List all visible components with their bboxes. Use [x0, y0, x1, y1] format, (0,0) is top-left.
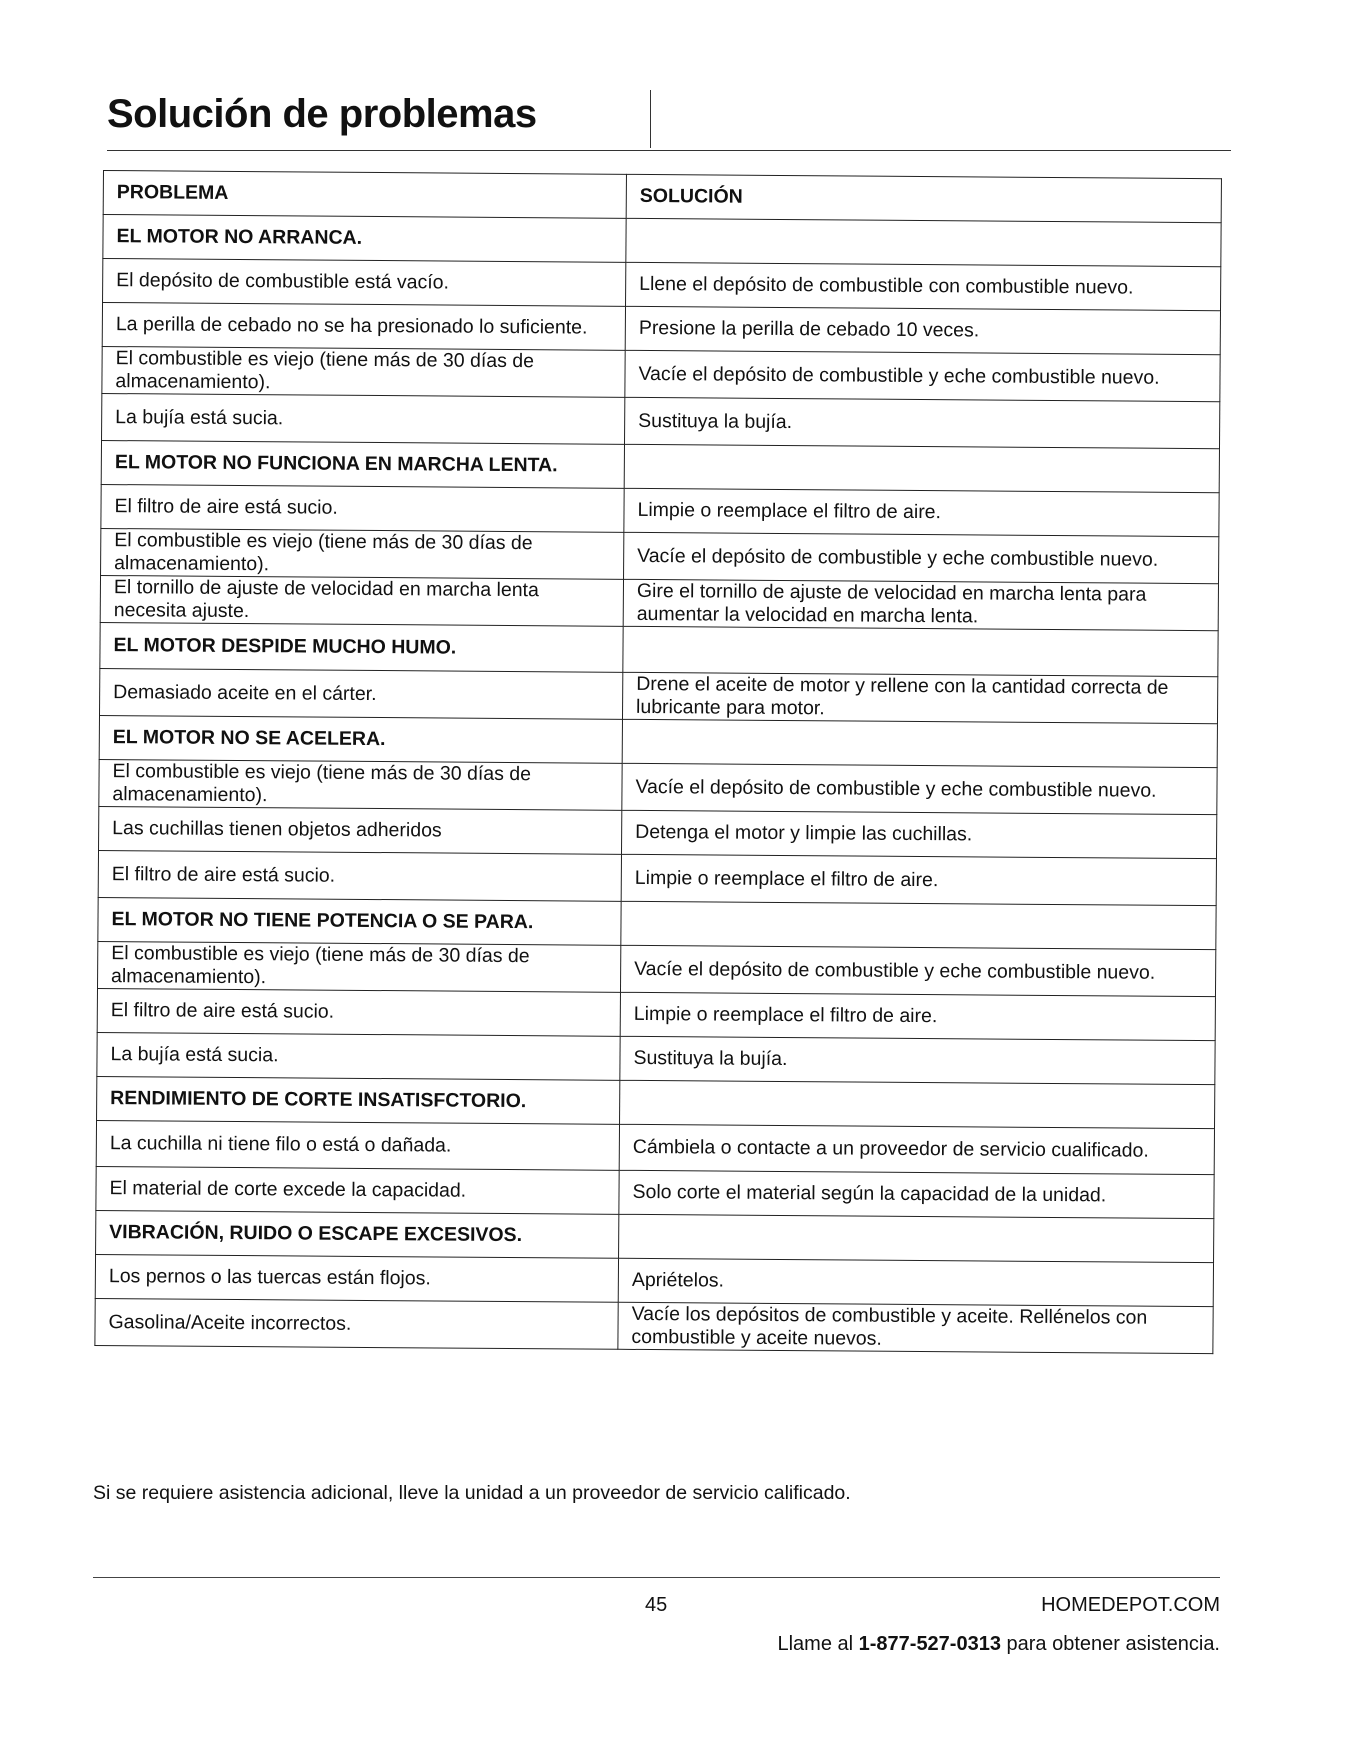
- solution-cell: [626, 218, 1221, 266]
- solution-cell: Detenga el motor y limpie las cuchillas.: [621, 810, 1216, 858]
- solution-cell: Vacíe el depósito de combustible y eche combustible nuevo.: [622, 763, 1217, 814]
- footer-note: Si se requiere asistencia adicional, lleve la unidad a un proveedor de servicio calificado.: [93, 1482, 851, 1504]
- problem-cell: El combustible es viejo (tiene más de 30 días de almacenamiento).: [101, 528, 624, 579]
- problem-cell: El material de corte excede la capacidad.: [96, 1166, 619, 1214]
- table-row: [100, 575, 1218, 630]
- section-heading: EL MOTOR NO FUNCIONA EN MARCHA LENTA.: [101, 440, 624, 488]
- problem-cell: La bujía está sucia.: [97, 1032, 620, 1080]
- troubleshooting-table: [94, 170, 1222, 1354]
- problem-cell: El filtro de aire está sucio.: [98, 850, 621, 901]
- solution-cell: [620, 1080, 1215, 1128]
- table-row: [96, 1120, 1214, 1174]
- problem-cell: El depósito de combustible está vacío.: [103, 259, 626, 307]
- problem-cell: El tornillo de ajuste de velocidad en marcha lenta necesita ajuste.: [100, 575, 623, 626]
- problem-cell: Gasolina/Aceite incorrectos.: [95, 1298, 618, 1349]
- problem-cell: El filtro de aire está sucio.: [101, 484, 624, 532]
- solution-cell: Sustituya la bujía.: [625, 397, 1220, 448]
- solution-cell: Vacíe el depósito de combustible y eche combustible nuevo.: [624, 532, 1219, 583]
- phone-number[interactable]: 1-877-527-0313: [858, 1633, 1001, 1655]
- solution-cell: Llene el depósito de combustible con combustible nuevo.: [626, 262, 1221, 310]
- problem-cell: El combustible es viejo (tiene más de 30 días de almacenamiento).: [99, 759, 622, 810]
- problem-cell: La perilla de cebado no se ha presionado lo suficiente.: [102, 303, 625, 351]
- table-row: [100, 668, 1218, 723]
- problem-cell: Las cuchillas tienen objetos adheridos: [99, 806, 622, 854]
- solution-cell: Vacíe el depósito de combustible y eche combustible nuevo.: [620, 945, 1215, 996]
- section-heading: EL MOTOR NO ARRANCA.: [103, 215, 626, 263]
- problem-cell: El combustible es viejo (tiene más de 30 días de almacenamiento).: [102, 346, 625, 397]
- table-row: [99, 759, 1217, 814]
- problem-cell: La bujía está sucia.: [102, 393, 625, 444]
- table-row: [98, 850, 1216, 905]
- problem-cell: El combustible es viejo (tiene más de 30 días de almacenamiento).: [98, 941, 621, 992]
- solution-cell: [622, 719, 1217, 767]
- solution-cell: Drene el aceite de motor y rellene con la cantidad correcta de lubricante para motor.: [622, 672, 1217, 723]
- table-row: [102, 393, 1220, 448]
- solution-cell: [619, 1214, 1214, 1262]
- solution-cell: [623, 626, 1218, 676]
- problem-cell: El filtro de aire está sucio.: [97, 988, 620, 1036]
- solution-cell: [624, 444, 1219, 492]
- contact-prefix: Llame al: [777, 1633, 859, 1655]
- page-number: 45: [645, 1594, 668, 1616]
- solution-cell: Sustituya la bujía.: [620, 1036, 1215, 1084]
- section-heading: EL MOTOR NO SE ACELERA.: [99, 715, 622, 763]
- page-title: Solución de problemas: [107, 92, 537, 136]
- table-row: [95, 1298, 1213, 1353]
- title-rule: [107, 150, 1231, 151]
- header-solution: SOLUCIÓN: [626, 174, 1221, 222]
- header-problem: PROBLEMA: [103, 171, 626, 219]
- solution-cell: Cámbiela o contacte a un proveedor de servicio cualificado.: [619, 1124, 1214, 1174]
- table-row: [101, 528, 1219, 583]
- solution-cell: Presione la perilla de cebado 10 veces.: [625, 306, 1220, 354]
- footer-rule: [93, 1577, 1220, 1578]
- contact-suffix: para obtener asistencia.: [1000, 1633, 1220, 1655]
- solution-cell: Vacíe los depósitos de combustible y aceite. Rellénelos con combustible y aceite nuevos.: [618, 1302, 1213, 1353]
- solution-cell: [621, 901, 1216, 949]
- website-link[interactable]: HOMEDEPOT.COM: [1041, 1594, 1220, 1616]
- section-heading: EL MOTOR NO TIENE POTENCIA O SE PARA.: [98, 897, 621, 945]
- solution-cell: Limpie o reemplace el filtro de aire.: [621, 854, 1216, 905]
- section-heading: RENDIMIENTO DE CORTE INSATISFCTORIO.: [97, 1076, 620, 1124]
- problem-cell: Los pernos o las tuercas están flojos.: [95, 1254, 618, 1302]
- table-row: [98, 941, 1216, 996]
- section-heading: VIBRACIÓN, RUIDO O ESCAPE EXCESIVOS.: [96, 1210, 619, 1258]
- contact-line: [777, 1633, 1220, 1656]
- solution-cell: Apriételos.: [618, 1258, 1213, 1306]
- section-heading: EL MOTOR DESPIDE MUCHO HUMO.: [100, 622, 623, 672]
- solution-cell: Vacíe el depósito de combustible y eche combustible nuevo.: [625, 350, 1220, 401]
- problem-cell: La cuchilla ni tiene filo o está o dañada.: [96, 1120, 619, 1170]
- solution-cell: Gire el tornillo de ajuste de velocidad en marcha lenta para aumentar la velocidad en marcha lenta.: [623, 579, 1218, 630]
- table-row: [102, 346, 1220, 401]
- solution-cell: Limpie o reemplace el filtro de aire.: [620, 992, 1215, 1040]
- section-row: [100, 622, 1218, 676]
- title-divider-tick: [650, 90, 651, 148]
- solution-cell: Limpie o reemplace el filtro de aire.: [624, 488, 1219, 536]
- solution-cell: Solo corte el material según la capacidad de la unidad.: [619, 1170, 1214, 1218]
- problem-cell: Demasiado aceite en el cárter.: [100, 668, 623, 719]
